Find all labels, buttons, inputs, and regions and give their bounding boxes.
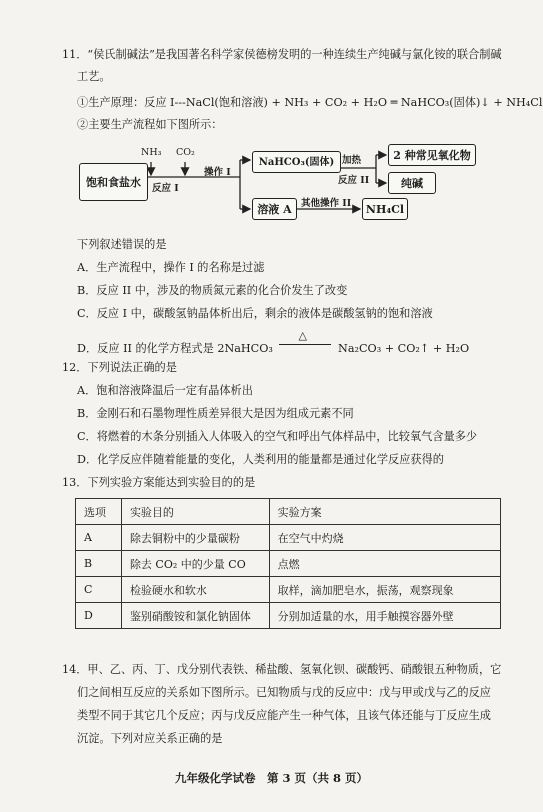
header-cell: 实验方案	[269, 499, 500, 525]
table-cell: 除去铜粉中的少量碳粉	[121, 525, 269, 551]
q14-line1: 14．甲、乙、丙、丁、戊分别代表铁、稀盐酸、氢氧化钡、碳酸钙、硝酸银五种物质，它	[62, 663, 502, 676]
label-reaction2: 反应 II	[338, 175, 370, 186]
page-footer: 九年级化学试卷 第 3 页（共 8 页）	[174, 771, 369, 785]
table-cell: 取样，滴加肥皂水，振荡，观察现象	[269, 577, 500, 603]
label-reaction1: 反应 I	[152, 183, 179, 194]
table-cell: 鉴别硝酸铵和氯化钠固体	[121, 603, 269, 629]
table-cell: 点燃	[269, 551, 500, 577]
label-heat: 加热	[342, 155, 362, 166]
header-cell: 实验目的	[121, 499, 269, 525]
table-row	[76, 577, 501, 603]
heat-condition-arrow	[276, 329, 334, 352]
box-solution-a: 溶液 A	[252, 198, 297, 220]
box-oxides: 2 种常见氧化物	[388, 144, 476, 166]
label-co2: CO₂	[176, 147, 195, 158]
header-cell: 选项	[76, 499, 122, 525]
table-cell: A	[76, 525, 122, 551]
q13-stem: 13．下列实验方案能达到实验目的的是	[62, 476, 256, 489]
q12-stem: 12．下列说法正确的是	[62, 361, 177, 374]
q11-option-c: C．反应 I 中，碳酸氢钠晶体析出后，剩余的液体是碳酸氢钠的饱和溶液	[77, 307, 433, 320]
delta-icon: △	[298, 329, 307, 342]
q11-line2: 工艺。	[77, 70, 111, 83]
box-nh4cl: NH₄Cl	[362, 198, 408, 220]
q11-option-d-suffix: Na₂CO₃ + CO₂↑ + H₂O	[338, 342, 470, 355]
table-row	[76, 551, 501, 577]
q12-option-a: A．饱和溶液降温后一定有晶体析出	[77, 384, 253, 397]
q11-option-a: A．生产流程中，操作 I 的名称是过滤	[77, 261, 265, 274]
q12-option-b: B．金刚石和石墨物理性质差异很大是因为组成元素不同	[77, 407, 354, 420]
q11-process: ②主要生产流程如下图所示：	[77, 118, 223, 131]
table-cell: C	[76, 577, 122, 603]
table-cell: 除去 CO₂ 中的少量 CO	[121, 551, 269, 577]
q14-line4: 沉淀。下列对应关系正确的是	[77, 732, 223, 745]
q14-line2: 们之间相互反应的关系如下图所示。已知物质与戊的反应中：戊与甲或戊与乙的反应	[77, 686, 491, 699]
table-cell: D	[76, 603, 122, 629]
box-raw-brine: 饱和食盐水	[79, 163, 148, 201]
q14-line3: 类型不同于其它几个反应；丙与戊反应能产生一种气体，且该气体还能与丁反应生成	[77, 709, 491, 722]
q11-option-d	[77, 329, 470, 356]
box-nahco3: NaHCO₃(固体)	[252, 151, 341, 173]
q11-option-d-prefix: D．反应 II 的化学方程式是 2NaHCO₃	[77, 342, 273, 355]
q11-principle: ①生产原理：反应 I---NaCl(饱和溶液) + NH₃ + CO₂ + H₂O ═ NaHCO₃(固体)↓ + NH₄Cl	[77, 96, 543, 109]
table-cell: 检验硬水和软水	[121, 577, 269, 603]
table-row	[76, 525, 501, 551]
q11-stem: 下列叙述错误的是	[77, 238, 167, 251]
label-op1: 操作 I	[204, 167, 231, 178]
table-cell: 在空气中灼烧	[269, 525, 500, 551]
label-nh3: NH₃	[141, 147, 162, 158]
q12-option-d: D．化学反应伴随着能量的变化，人类利用的能量都是通过化学反应获得的	[77, 453, 444, 466]
table-cell: 分别加适量的水，用手触摸容器外壁	[269, 603, 500, 629]
box-soda: 纯碱	[388, 172, 436, 194]
table-cell: B	[76, 551, 122, 577]
table-header-row	[76, 499, 501, 525]
q12-option-c: C．将燃着的木条分别插入人体吸入的空气和呼出气体样品中，比较氧气含量多少	[77, 430, 478, 443]
table-row	[76, 603, 501, 629]
label-other-ops: 其他操作 II	[301, 198, 352, 209]
q11-option-b: B．反应 II 中，涉及的物质氮元素的化合价发生了改变	[77, 284, 348, 297]
q13-table	[75, 498, 501, 629]
q11-line1: 11．“侯氏制碱法”是我国著名科学家侯德榜发明的一种连续生产纯碱与氯化铵的联合制碱	[62, 48, 502, 61]
